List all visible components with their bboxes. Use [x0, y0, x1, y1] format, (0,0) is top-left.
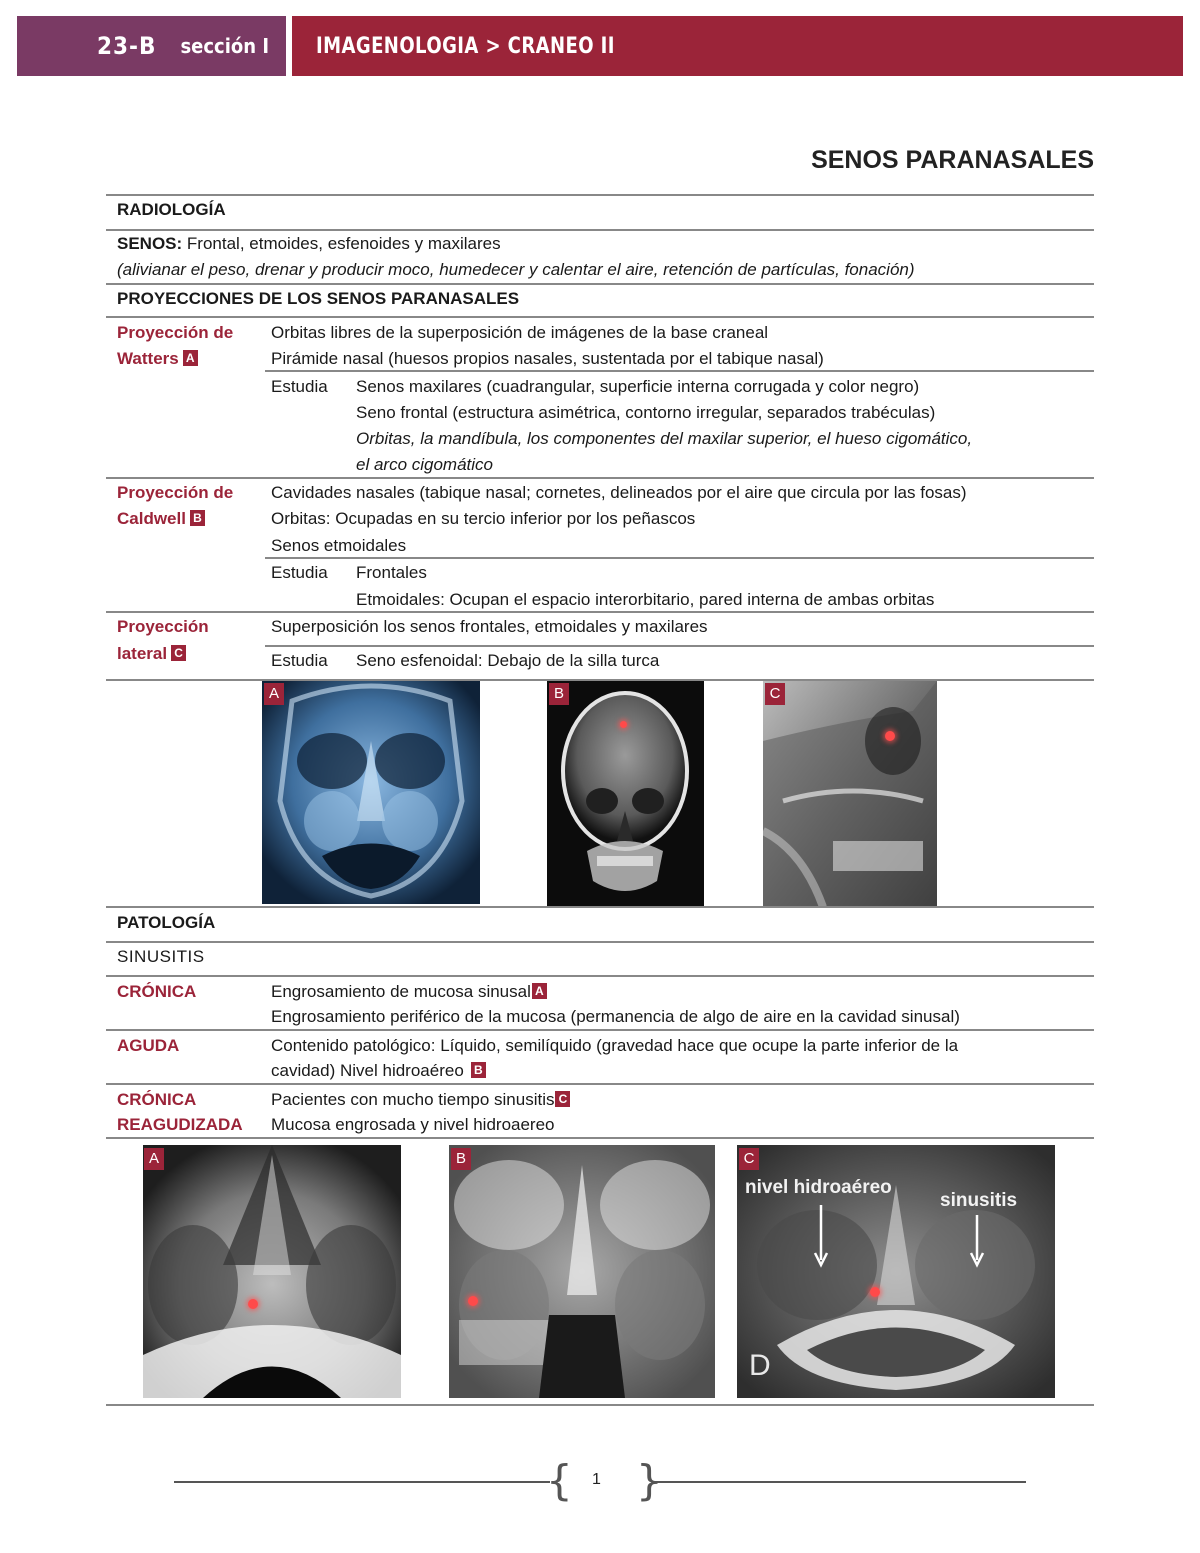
header-breadcrumb: IMAGENOLOGIA > CRANEO II: [316, 33, 615, 59]
aguda-xray-image: [449, 1145, 715, 1398]
nivel-hidroaereo-label: nivel hidroaéreo: [745, 1177, 892, 1198]
watters-xray-image: [262, 681, 480, 904]
divider: [106, 941, 1094, 943]
sinusitis-label: sinusitis: [940, 1190, 1018, 1211]
caldwell-estudia: Estudia: [271, 563, 328, 582]
marker-dot: [468, 1296, 478, 1306]
lateral-tag: C: [171, 645, 186, 661]
caldwell-label-2: [117, 508, 205, 530]
caldwell-tag: B: [190, 510, 205, 526]
divider: [106, 611, 1094, 613]
watters-study-1: Senos maxilares (cuadrangular, superficie interna corrugada y color negro): [356, 377, 920, 396]
reagudizada-line-2: Mucosa engrosada y nivel hidroaereo: [271, 1115, 555, 1134]
caldwell-study-2-label: Etmoidales:: [356, 590, 445, 609]
corner-letter-label: D: [749, 1349, 771, 1382]
header-section-bar: [17, 16, 286, 76]
footer-line-left: [174, 1481, 550, 1483]
divider: [106, 1029, 1094, 1031]
lateral-label-text: lateral: [117, 644, 168, 663]
caldwell-line-3: Senos etmoidales: [271, 536, 407, 555]
cronica-xray-image: [143, 1145, 401, 1398]
senos-label: SENOS:: [117, 234, 183, 253]
lateral-xray-graphic: [763, 681, 937, 907]
aguda-line-1-label: Contenido patológico:: [271, 1036, 436, 1055]
watters-label-1: Proyección de: [117, 323, 234, 342]
lateral-line-1: Superposición los senos frontales, etmoidales y maxilares: [271, 617, 708, 636]
header-number: 23-B: [97, 32, 157, 60]
cronica-tag: A: [532, 983, 547, 999]
caldwell-label-1: Proyección de: [117, 483, 234, 502]
reagudizada-xray-image: [737, 1145, 1055, 1398]
caldwell-line-1: Cavidades nasales (tabique nasal; cornetes, delineados por el aire que circula por las fosas): [271, 483, 967, 502]
watters-tag: A: [183, 350, 198, 366]
divider: [106, 1083, 1094, 1085]
marker-dot: [885, 731, 895, 741]
divider: [106, 975, 1094, 977]
aguda-xray-graphic: [449, 1145, 715, 1398]
lateral-estudia: Estudia: [271, 651, 328, 670]
footer-line-right: [652, 1481, 1026, 1483]
watters-estudia: Estudia: [271, 377, 328, 396]
watters-xray-graphic: [262, 681, 480, 904]
senos-text: Frontal, etmoides, esfenoides y maxilares: [182, 234, 501, 253]
aguda-line-2: [271, 1060, 486, 1082]
lateral-label-1: Proyección: [117, 617, 209, 636]
senos-functions: (alivianar el peso, drenar y producir moco, humedecer y calentar el aire, retención de partículas, fonación): [117, 260, 915, 279]
watters-line-2: Pirámide nasal (huesos propios nasales, sustentada por el tabique nasal): [271, 349, 824, 368]
caldwell-xray-graphic: [547, 681, 704, 907]
lateral-study-label: Seno esfenoidal:: [356, 651, 483, 670]
lateral-xray-image: [763, 681, 937, 907]
caldwell-study-2-text: Ocupan el espacio interorbitario, pared interna de ambas orbitas: [444, 590, 935, 609]
footer-brace-left: {: [546, 1456, 573, 1505]
divider: [265, 645, 1094, 647]
caldwell-line-2-text: Ocupadas en su tercio inferior por los peñascos: [330, 509, 696, 528]
footer-brace-right: }: [636, 1456, 663, 1505]
header-section: sección I: [180, 34, 270, 58]
divider: [106, 906, 1094, 908]
caldwell-study-2: [356, 589, 934, 611]
reagudizada-line-1-text: Pacientes con mucho tiempo sinusitis: [271, 1090, 555, 1109]
caldwell-line-2: [271, 508, 695, 530]
page-number: 1: [592, 1471, 601, 1488]
aguda-tag: B: [471, 1062, 486, 1078]
image-tag-b: B: [451, 1148, 471, 1170]
caldwell-line-2-label: Orbitas:: [271, 509, 331, 528]
divider: [106, 316, 1094, 318]
divider: [106, 229, 1094, 231]
reagudizada-label-2: REAGUDIZADA: [117, 1115, 243, 1134]
lateral-study-text: Debajo de la silla turca: [482, 651, 660, 670]
caldwell-xray-image: [547, 681, 704, 907]
aguda-label: AGUDA: [117, 1036, 180, 1055]
marker-dot: [870, 1287, 880, 1297]
divider: [106, 1137, 1094, 1139]
reagudizada-line-1: [271, 1089, 570, 1111]
watters-label-2: [117, 348, 198, 370]
divider: [106, 477, 1094, 479]
proyecciones-heading: PROYECCIONES DE LOS SENOS PARANASALES: [117, 289, 520, 308]
aguda-line-1-text: Líquido, semilíquido (gravedad hace que ocupe la parte inferior de la: [435, 1036, 959, 1055]
watters-study-2: Seno frontal (estructura asimétrica, contorno irregular, separados trabéculas): [356, 403, 936, 422]
divider: [106, 1404, 1094, 1406]
cronica-xray-graphic: [143, 1145, 401, 1398]
divider: [265, 370, 1094, 372]
marker-dot: [248, 1299, 258, 1309]
patologia-heading: PATOLOGÍA: [117, 913, 216, 932]
sinusitis-subheading: SINUSITIS: [117, 947, 205, 966]
reagudizada-tag: C: [555, 1091, 570, 1107]
aguda-line-2-text: cavidad) Nivel hidroaéreo: [271, 1061, 464, 1080]
header-breadcrumb-bar: [292, 16, 1183, 76]
senos-line: [117, 233, 501, 255]
image-tag-c: C: [765, 683, 785, 705]
image-tag-a: A: [144, 1148, 164, 1170]
caldwell-label-text: Caldwell: [117, 509, 186, 528]
radiologia-heading: RADIOLOGÍA: [117, 200, 226, 219]
marker-dot: [620, 721, 627, 728]
watters-line-1: Orbitas libres de la superposición de imágenes de la base craneal: [271, 323, 769, 342]
cronica-line-1-text: Engrosamiento de mucosa sinusal: [271, 982, 531, 1001]
watters-study-4: el arco cigomático: [356, 455, 494, 474]
divider: [106, 194, 1094, 196]
aguda-line-1: [271, 1035, 958, 1057]
page-title: SENOS PARANASALES: [811, 146, 1094, 174]
reagudizada-label-1: CRÓNICA: [117, 1090, 197, 1109]
divider: [106, 283, 1094, 285]
cronica-label: CRÓNICA: [117, 982, 197, 1001]
watters-label-text: Watters: [117, 349, 179, 368]
watters-study-3: Orbitas, la mandíbula, los componentes del maxilar superior, el hueso cigomático,: [356, 429, 973, 448]
image-tag-a: A: [264, 683, 284, 705]
image-tag-c: C: [739, 1148, 759, 1170]
cronica-line-2: Engrosamiento periférico de la mucosa (permanencia de algo de aire en la cavidad sinusal): [271, 1007, 960, 1026]
lateral-study: [356, 650, 659, 672]
image-tag-b: B: [549, 683, 569, 705]
caldwell-study-1: Frontales: [356, 563, 427, 582]
lateral-label-2: [117, 643, 186, 665]
divider: [265, 557, 1094, 559]
cronica-line-1: [271, 981, 547, 1003]
